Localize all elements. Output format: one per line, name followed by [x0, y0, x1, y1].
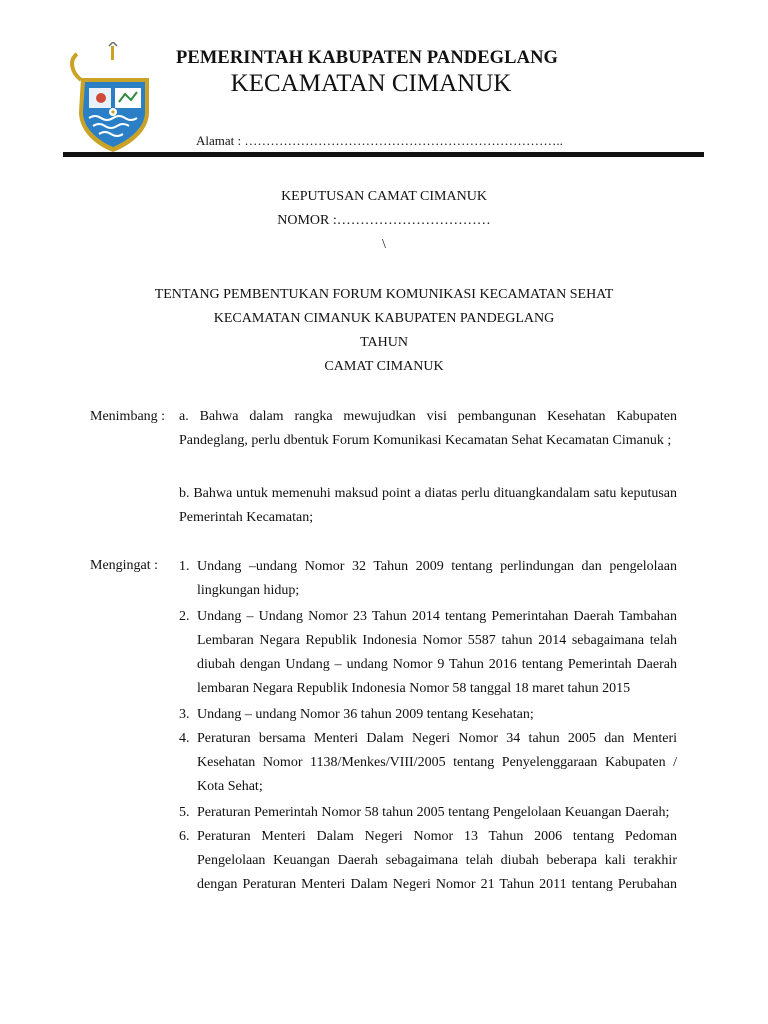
item-number: 4.: [179, 731, 190, 746]
mengingat-item-4: [179, 727, 677, 799]
item-line: Kesehatan Nomor 1138/Menkes/VIII/2005 tentang Penyelenggaraan Kabupaten /: [197, 755, 677, 770]
mengingat-item-1: [179, 555, 677, 603]
decree-subject-line-2: KECAMATAN CIMANUK KABUPATEN PANDEGLANG: [213, 311, 555, 326]
decree-subject-line-3: TAHUN: [360, 335, 408, 350]
menimbang-point-b: [179, 482, 677, 530]
decree-number: NOMOR :……………………………: [277, 213, 491, 228]
item-line: Lembaran Negara Republik Indonesia Nomor 5587 tahun 2014 sebagaimana telah: [197, 633, 677, 648]
item-line: Undang –undang Nomor 32 Tahun 2009 tentang perlindungan dan pengelolaan: [197, 559, 677, 574]
stray-mark: \: [382, 237, 386, 252]
item-line: Undang – Undang Nomor 23 Tahun 2014 tentang Pemerintahan Daerah Tambahan: [197, 609, 677, 624]
item-number: 5.: [179, 805, 190, 820]
item-number: 2.: [179, 609, 190, 624]
item-line: Peraturan Menteri Dalam Negeri Nomor 13 Tahun 2006 tentang Pedoman: [197, 829, 677, 844]
government-name: PEMERINTAH KABUPATEN PANDEGLANG: [176, 48, 559, 68]
mengingat-item-5: [179, 801, 677, 825]
mengingat-item-6: [179, 825, 677, 897]
item-line: dengan Peraturan Menteri Dalam Negeri Nomor 21 Tahun 2011 tentang Perubahan: [197, 877, 677, 892]
mengingat-item-2: [179, 605, 677, 701]
item-line: lembaran Negara Republik Indonesia Nomor 58 tanggal 18 maret tahun 2015: [197, 681, 631, 696]
decree-title: KEPUTUSAN CAMAT CIMANUK: [281, 189, 487, 204]
menimbang-b-line-1: b. Bahwa untuk memenuhi maksud point a diatas perlu dituangkandalam satu keputusan: [179, 486, 677, 501]
menimbang-b-line-2: Pemerintah Kecamatan;: [179, 510, 314, 525]
item-number: 6.: [179, 829, 190, 844]
item-line: Peraturan bersama Menteri Dalam Negeri Nomor 34 tahun 2005 dan Menteri: [197, 731, 677, 746]
item-line: Undang – undang Nomor 36 tahun 2009 tentang Kesehatan;: [197, 707, 534, 722]
item-number: 3.: [179, 707, 190, 722]
decree-issuer: CAMAT CIMANUK: [324, 359, 444, 374]
mengingat-label: Mengingat :: [90, 558, 159, 573]
item-number: 1.: [179, 559, 190, 574]
menimbang-label: Menimbang :: [90, 409, 166, 424]
decree-subject-line-1: TENTANG PEMBENTUKAN FORUM KOMUNIKASI KECAMATAN SEHAT: [154, 287, 614, 302]
item-line: Kota Sehat;: [197, 779, 263, 794]
menimbang-a-line-1: a. Bahwa dalam rangka mewujudkan visi pembangunan Kesehatan Kabupaten: [179, 409, 677, 424]
item-line: diubah dengan Undang – undang Nomor 9 Tahun 2016 tentang Pemerintah Daerah: [197, 657, 677, 672]
item-line: Peraturan Pemerintah Nomor 58 tahun 2005 tentang Pengelolaan Keuangan Daerah;: [197, 805, 670, 820]
district-name: KECAMATAN CIMANUK: [230, 70, 512, 97]
menimbang-point-a: [179, 405, 677, 453]
menimbang-a-line-2: Pandeglang, perlu dbentuk Forum Komunikasi Kecamatan Sehat Kecamatan Cimanuk ;: [179, 433, 672, 448]
item-line: lingkungan hidup;: [197, 583, 300, 598]
regency-emblem-logo: [63, 42, 159, 154]
item-line: Pengelolaan Keuangan Daerah sebagaimana telah diubah beberapa kali terakhir: [197, 853, 677, 868]
letterhead-divider: [63, 152, 704, 157]
mengingat-item-3: [179, 703, 677, 727]
address-line: Alamat : ………………………………………………………………..: [196, 133, 563, 148]
